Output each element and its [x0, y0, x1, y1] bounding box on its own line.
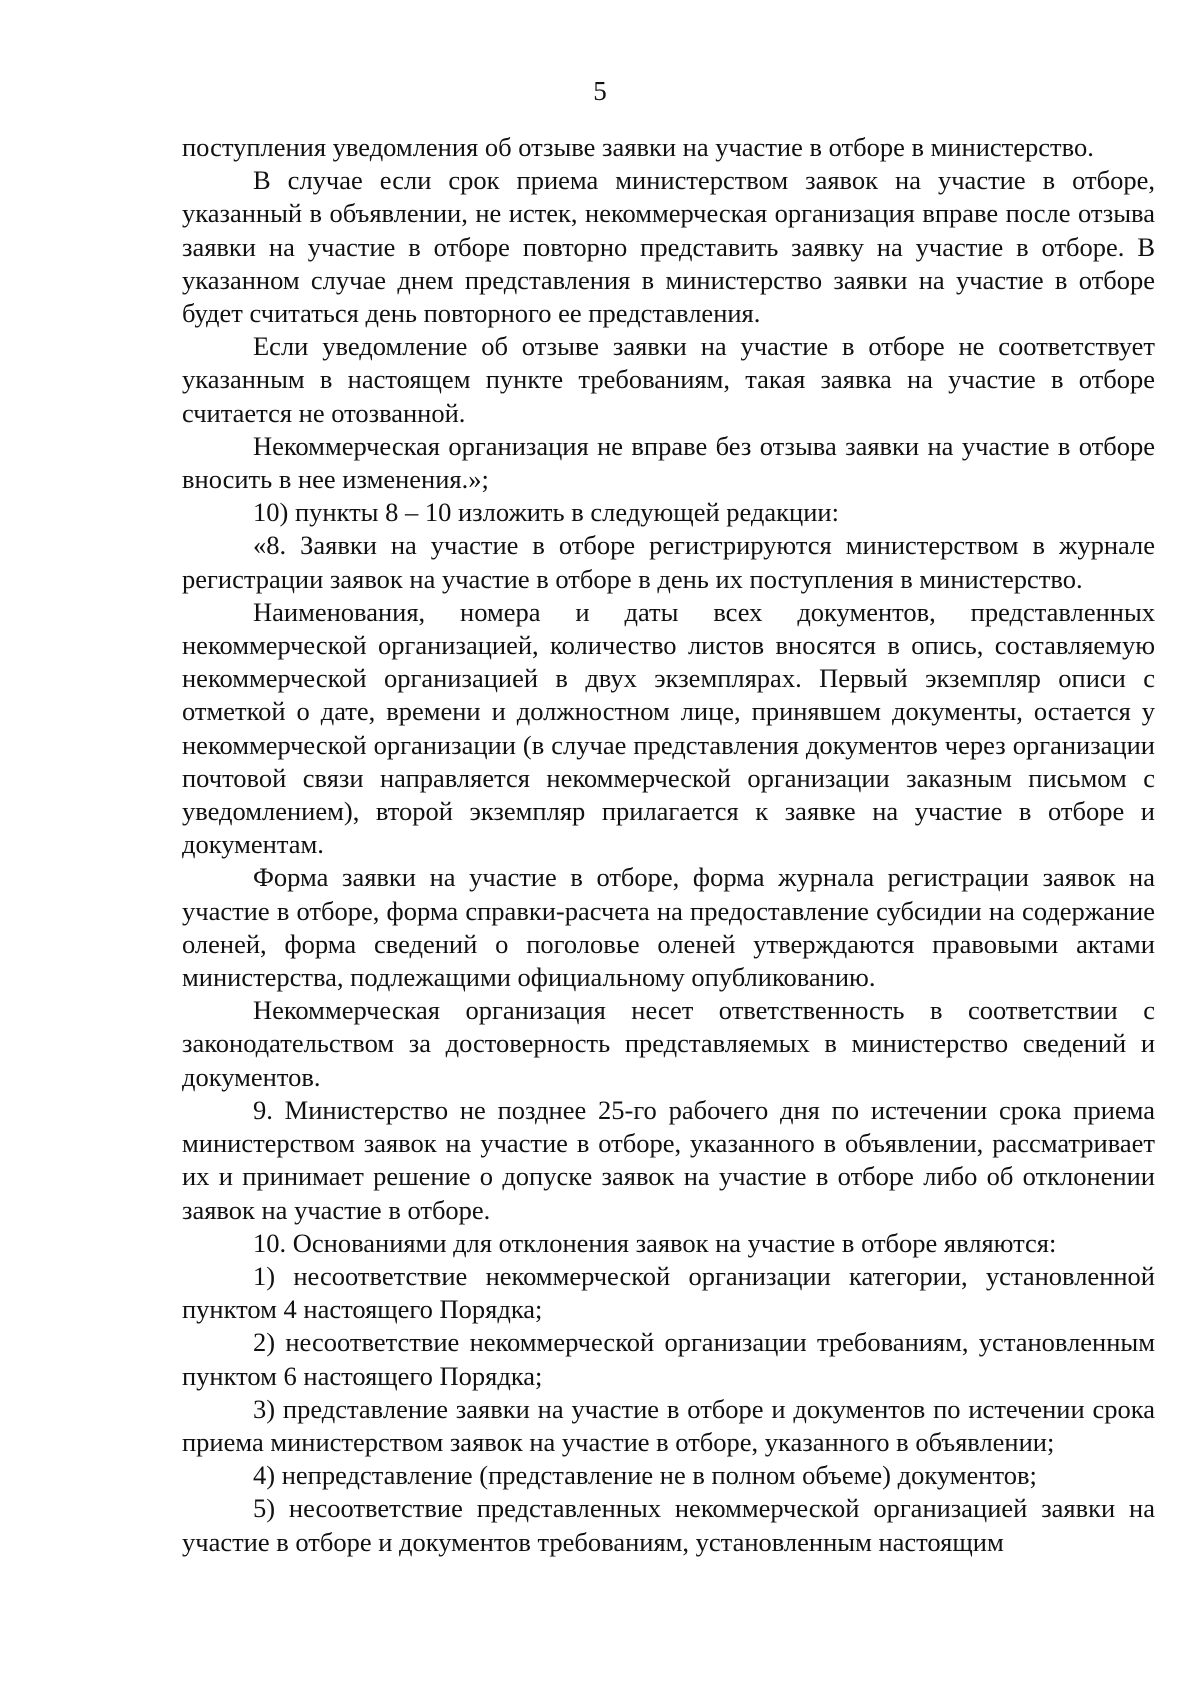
paragraph-16: 5) несоответствие представленных некоммерческой организацией заявки на участие в отборе и документов требованиям, установленным настоящим: [182, 1493, 1155, 1557]
paragraph-14: 3) представление заявки на участие в отборе и документов по истечении срока приема министерством заявок на участие в отборе, указанного в объявлении;: [182, 1393, 1155, 1457]
paragraph-9: Некоммерческая организация несет ответственность в соответствии с законодательством за достоверность представляемых в министерство сведений и документов.: [182, 995, 1155, 1092]
paragraph-3: Если уведомление об отзыве заявки на участие в отборе не соответствует указанным в настоящем пункте требованиям, такая заявка на участие в отборе считается не отозванной.: [182, 331, 1155, 428]
paragraph-2: В случае если срок приема министерством заявок на участие в отборе, указанный в объявлении, не истек, некоммерческая организация вправе после отзыва заявки на участие в отборе повторно представить заявку на участие в отборе. В указанном случае днем представления в министерство заявки на участие в отборе будет считаться день повторного ее представления.: [182, 165, 1155, 329]
paragraph-4: Некоммерческая организация не вправе без отзыва заявки на участие в отборе вносить в нее изменения.»;: [182, 430, 1155, 495]
paragraph-13: 2) несоответствие некоммерческой организации требованиям, установленным пунктом 6 настоящего Порядка;: [182, 1327, 1155, 1391]
document-body: [182, 131, 1155, 1559]
paragraph-1: поступления уведомления об отзыве заявки на участие в отборе в министерство.: [182, 132, 1094, 162]
paragraph-12: 1) несоответствие некоммерческой организации категории, установленной пунктом 4 настоящего Порядка;: [182, 1260, 1155, 1325]
page-number: 5: [593, 76, 607, 106]
paragraph-7: Наименования, номера и даты всех документов, представленных некоммерческой организацией, количество листов вносятся в опись, составляемую некоммерческой организацией в двух экземплярах. Первый экземпляр описи с отметкой о дате, времени и должностном лице, принявшем документы, остается у некоммерческой организации (в случае представления документов через организации почтовой связи направляется некоммерческой организации заказным письмом с уведомлением), второй экземпляр прилагается к заявке на участие в отборе и документам.: [182, 596, 1155, 860]
paragraph-10: 9. Министерство не позднее 25-го рабочего дня по истечении срока приема министерством заявок на участие в отборе, указанного в объявлении, рассматривает их и принимает решение о допуске заявок на участие в отборе либо об отклонении заявок на участие в отборе.: [182, 1094, 1155, 1225]
paragraph-8: Форма заявки на участие в отборе, форма журнала регистрации заявок на участие в отборе, форма справки-расчета на предоставление субсидии на содержание оленей, форма сведений о поголовье оленей утверждаются правовыми актами министерства, подлежащими официальному опубликованию.: [182, 862, 1155, 993]
paragraph-5: 10) пункты 8 – 10 изложить в следующей редакции:: [253, 497, 839, 528]
paragraph-15: 4) непредставление (представление не в полном объеме) документов;: [253, 1460, 1037, 1491]
paragraph-11: 10. Основаниями для отклонения заявок на участие в отборе являются:: [253, 1227, 1057, 1258]
paragraph-6: «8. Заявки на участие в отборе регистрируются министерством в журнале регистрации заявок на участие в отборе в день их поступления в министерство.: [182, 530, 1155, 594]
